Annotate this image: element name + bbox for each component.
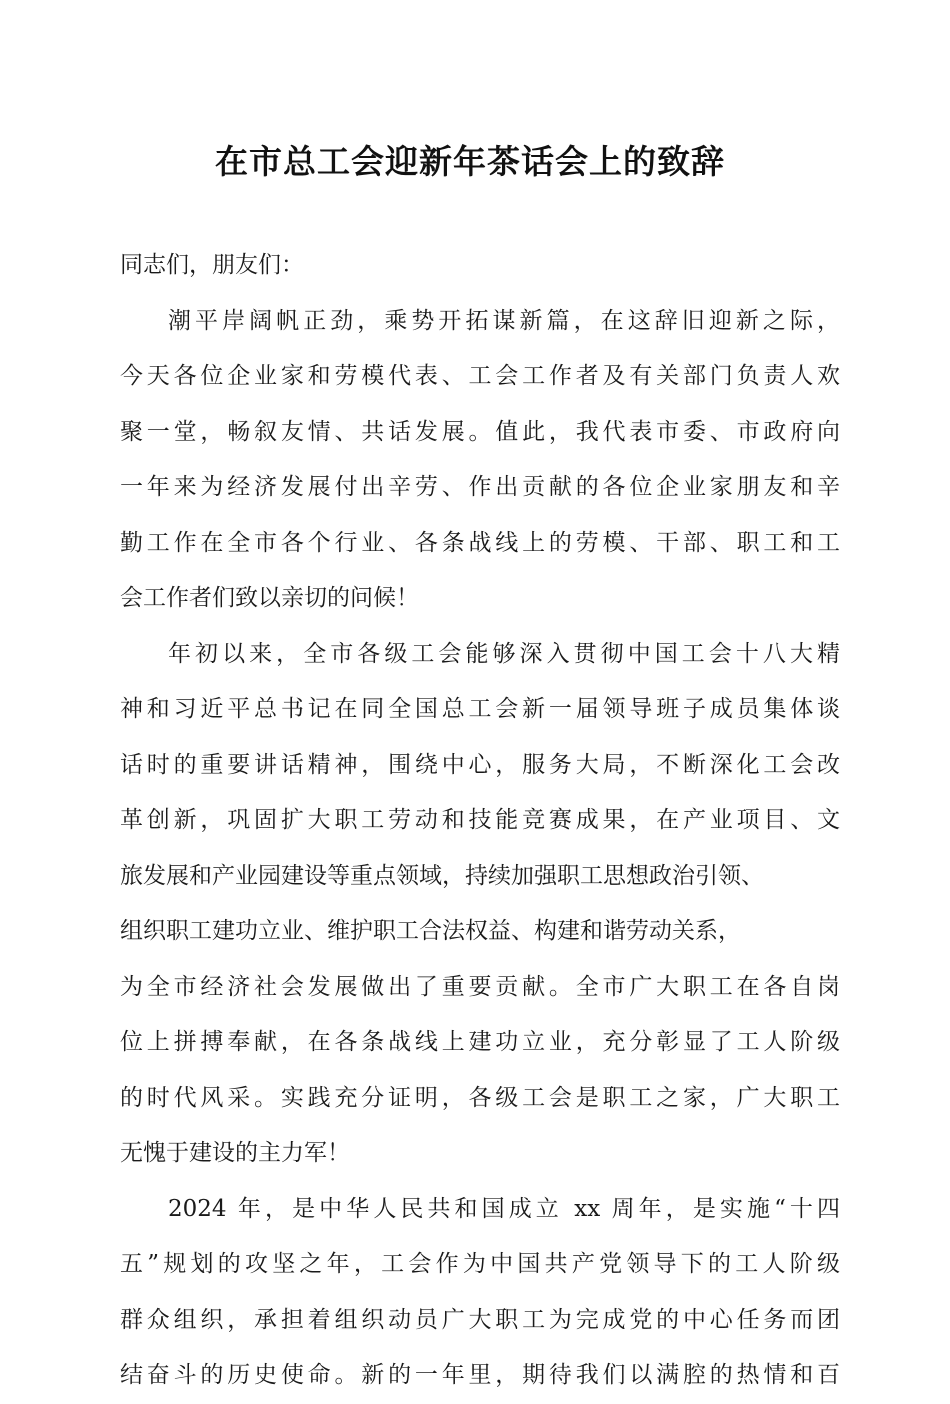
paragraph-line: 会工作者们致以亲切的问候！ bbox=[120, 585, 419, 611]
document-body bbox=[120, 238, 840, 1404]
paragraph-line: 旅发展和产业园建设等重点领域，持续加强职工思想政治引领、 bbox=[120, 862, 764, 889]
paragraph-line: 一年来为经济发展付出辛劳、作出贡献的各位企业家朋友和辛 bbox=[120, 474, 840, 500]
paragraph-line: 结奋斗的历史使命。新的一年里，期待我们以满腔的热情和百 bbox=[120, 1362, 840, 1388]
paragraph-line: 位上拼搏奉献，在各条战线上建功立业，充分彰显了工人阶级 bbox=[120, 1029, 840, 1055]
paragraph-2 bbox=[120, 627, 840, 1182]
paragraph-line: 为全市经济社会发展做出了重要贡献。全市广大职工在各自岗 bbox=[120, 973, 840, 1000]
paragraph-line: 年初以来，全市各级工会能够深入贯彻中国工会十八大精 bbox=[168, 640, 840, 667]
paragraph-line: 无愧于建设的主力军！ bbox=[120, 1140, 350, 1166]
paragraph-line: 勤工作在全市各个行业、各条战线上的劳模、干部、职工和工 bbox=[120, 529, 840, 556]
paragraph-line: 的时代风采。实践充分证明，各级工会是职工之家，广大职工 bbox=[120, 1084, 840, 1111]
paragraph-3 bbox=[120, 1182, 840, 1404]
paragraph-line: 话时的重要讲话精神，围绕中心，服务大局，不断深化工会改 bbox=[120, 751, 840, 778]
paragraph-line: 聚一堂，畅叙友情、共话发展。值此，我代表市委、市政府向 bbox=[120, 418, 840, 445]
paragraph-line: 今天各位企业家和劳模代表、工会工作者及有关部门负责人欢 bbox=[120, 363, 840, 389]
paragraph-line: 组织职工建功立业、维护职工合法权益、构建和谐劳动关系， bbox=[120, 918, 741, 944]
paragraph-line: 潮平岸阔帆正劲，乘势开拓谋新篇，在这辞旧迎新之际， bbox=[168, 307, 840, 334]
paragraph-line: 群众组织，承担着组织动员广大职工为完成党的中心任务而团 bbox=[120, 1306, 840, 1333]
document-title: 在市总工会迎新年茶话会上的致辞 bbox=[215, 142, 725, 181]
paragraph-1 bbox=[120, 294, 840, 627]
paragraph-line: 革创新，巩固扩大职工劳动和技能竞赛成果，在产业项目、文 bbox=[120, 807, 840, 833]
paragraph-line: 2024 年，是中华人民共和国成立 xx 周年，是实施“十四 bbox=[168, 1195, 840, 1222]
paragraph-line: 神和习近平总书记在同全国总工会新一届领导班子成员集体谈 bbox=[120, 696, 840, 722]
salutation: 同志们，朋友们： bbox=[120, 252, 304, 278]
paragraph-line: 五”规划的攻坚之年，工会作为中国共产党领导下的工人阶级 bbox=[120, 1251, 840, 1277]
